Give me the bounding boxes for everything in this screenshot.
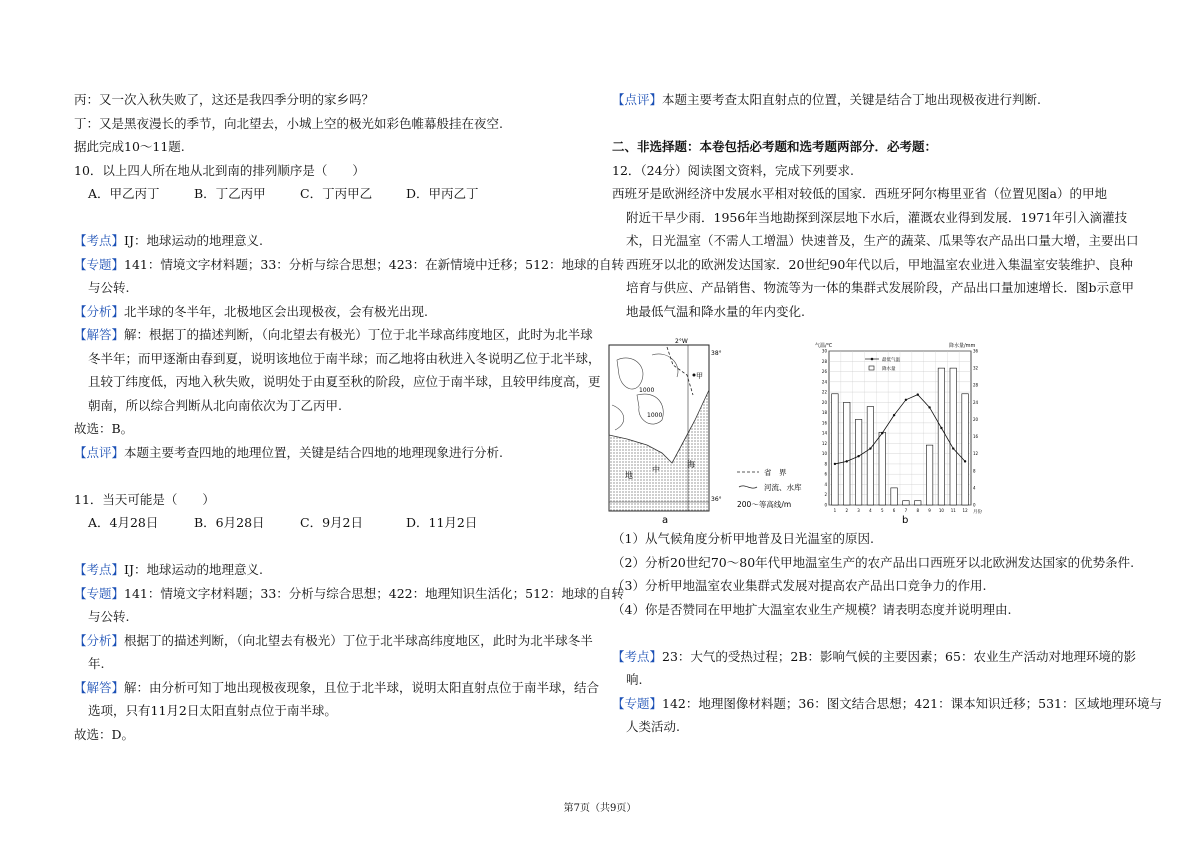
q11-fenxi: 【分析】根据丁的描述判断，（向北望去有极光）丁位于北半球高纬度地区，此时为北半球冬半	[74, 632, 593, 648]
contour-label: 1000	[639, 387, 655, 394]
min-temp-point	[857, 455, 859, 457]
temp-tick-label: 0	[824, 502, 827, 508]
sea-label: 海	[687, 460, 695, 469]
precip-bar	[891, 488, 898, 505]
min-temp-point	[905, 399, 907, 401]
q10-zhuanti-cont: 与公转.	[88, 280, 130, 295]
precip-tick-label: 36	[973, 348, 979, 354]
precip-bar	[843, 402, 850, 505]
precip-bar	[938, 368, 945, 505]
temp-tick-label: 6	[824, 471, 827, 477]
q11-zhuanti: 【专题】141：情境文字材料题；33：分析与综合思想；422：地理知识生活化；512：地球的自转	[74, 585, 624, 601]
option-c: C．丁丙甲乙	[300, 186, 373, 201]
option-b: B．6月28日	[194, 515, 265, 530]
q12-kaodian: 【考点】23：大气的受热过程；2B：影响气候的主要因素；65：农业生产活动对地理环境的影	[612, 648, 1136, 664]
precip-bar	[903, 501, 910, 505]
option-d: D．11月2日	[406, 515, 478, 530]
min-temp-point	[846, 460, 848, 462]
precip-bar	[950, 368, 957, 505]
q12-zhuanti: 【专题】142：地理图像材料题；36：图文结合思想；421：课本知识迁移；531：区域地理环境与	[612, 695, 1162, 711]
dialog-line-ding: 丁：又是黑夜漫长的季节，向北望去，小城上空的极光如彩色帷幕般挂在夜空.	[74, 115, 503, 131]
x-unit-label: 月份	[973, 510, 982, 515]
min-temp-point	[928, 406, 930, 408]
precip-bar	[914, 501, 921, 505]
month-tick-label: 3	[857, 508, 860, 513]
precip-bar	[855, 419, 862, 505]
temp-tick-label: 12	[821, 440, 827, 446]
q11-zhuanti-cont: 与公转.	[88, 609, 130, 624]
month-tick-label: 10	[938, 508, 944, 513]
temp-tick-label: 8	[824, 461, 827, 467]
q10-jieda-4: 朝南，所以综合判断从北向南依次为丁乙丙甲.	[88, 397, 342, 413]
month-tick-label: 12	[962, 508, 968, 513]
material-6: 地最低气温和降水量的年内变化.	[626, 303, 805, 319]
figure-a-label: a	[662, 515, 669, 525]
precip-bar	[962, 394, 969, 505]
min-temp-point	[940, 427, 942, 429]
longitude-label: 2°W	[675, 338, 688, 345]
month-tick-label: 11	[950, 508, 956, 513]
min-temp-point	[964, 460, 966, 462]
material-3: 术，日光温室（不需人工增温）快速普及，生产的蔬菜、瓜果等农产品出口量大增，主要出口	[626, 233, 1139, 248]
latitude-label: 36°	[711, 496, 722, 503]
figure-area	[607, 335, 987, 525]
option-b: B．丁乙丙甲	[194, 186, 266, 201]
option-a: A．甲乙丙丁	[88, 186, 160, 201]
option-d: D．甲丙乙丁	[406, 186, 479, 201]
temp-tick-label: 30	[821, 348, 827, 354]
section-heading: 二、非选择题：本卷包括必考题和选考题两部分．必考题：	[612, 139, 938, 154]
dialog-line-bing: 丙：又一次入秋失败了，这还是我四季分明的家乡吗？	[74, 92, 375, 107]
sea-label: 地	[625, 471, 633, 480]
temp-tick-label: 14	[821, 430, 827, 436]
figure-a-legend	[737, 467, 802, 509]
min-temp-point	[834, 463, 836, 465]
precip-tick-label: 12	[973, 451, 979, 457]
temp-tick-label: 4	[824, 481, 827, 487]
precip-tick-label: 20	[973, 416, 979, 422]
legend-text: 200～等高线/m	[737, 500, 792, 509]
min-temp-point	[869, 447, 871, 449]
precip-bar	[879, 432, 886, 505]
q11-kaodian: 【考点】IJ：地球运动的地理意义.	[74, 562, 263, 577]
q12-kaodian-cont: 响.	[626, 672, 643, 687]
y-label-left: 气温/℃	[815, 343, 833, 349]
min-temp-point	[881, 432, 883, 434]
legend-text: 河流、水库	[764, 483, 802, 492]
precip-tick-label: 24	[973, 399, 979, 405]
contour-label: 1000	[647, 412, 663, 419]
q10-dianping: 【点评】本题主要考查四地的地理位置，关键是结合四地的地理现象进行分析.	[74, 444, 503, 460]
q11-fenxi-cont: 年.	[88, 656, 105, 671]
y-label-right: 降水量/mm	[949, 343, 976, 349]
month-tick-label: 5	[880, 508, 884, 513]
question-12: 12．（24分）阅读图文资料，完成下列要求.	[612, 162, 855, 178]
precip-tick-label: 4	[973, 485, 976, 491]
q10-fenxi: 【分析】北半球的冬半年，北极地区会出现极夜，会有极光出现.	[74, 303, 428, 319]
legend-text: 省 界	[764, 468, 787, 477]
latitude-label: 38°	[711, 350, 722, 357]
min-temp-point	[893, 414, 895, 416]
q10-answer: 故选：B。	[74, 421, 134, 436]
month-tick-label: 2	[845, 508, 849, 513]
material-4: 西班牙以北的欧洲发达国家．20世纪90年代以后，甲地温室农业进入集温室安装维护、良种	[626, 256, 1133, 272]
legend-text: 降水量	[882, 367, 896, 372]
precip-bar	[832, 394, 839, 505]
instruction: 据此完成10～11题.	[74, 139, 185, 154]
q11-dianping: 【点评】本题主要考查太阳直射点的位置，关键是结合丁地出现极夜进行判断.	[612, 92, 1041, 107]
temp-tick-label: 10	[821, 451, 827, 457]
question-11-options	[74, 511, 594, 535]
temp-tick-label: 24	[821, 379, 827, 385]
legend-bar-symbol	[869, 366, 874, 370]
legend-river-symbol	[739, 486, 757, 488]
sub-question-1: （1）从气候角度分析甲地普及日光温室的原因.	[612, 531, 874, 546]
sea-label: 中	[652, 465, 660, 474]
question-10-options	[74, 182, 594, 206]
precip-bar	[926, 445, 933, 505]
sub-question-3: （3）分析甲地温室农业集群式发展对提高农产品出口竞争力的作用.	[612, 578, 987, 593]
material-5: 培育与供应、产品销售、物流等为一体的集群式发展阶段，产品出口量加速增长．图b示意甲	[626, 280, 1135, 295]
month-tick-label: 9	[928, 508, 931, 513]
legend-dot-symbol	[871, 358, 874, 361]
precip-tick-label: 8	[973, 468, 976, 474]
temp-tick-label: 28	[821, 358, 827, 364]
precip-tick-label: 16	[973, 434, 979, 440]
page-footer: 第7页（共9页）	[563, 803, 637, 814]
precip-tick-label: 32	[973, 365, 979, 371]
q12-zhuanti-cont: 人类活动.	[626, 719, 680, 734]
figure-a-map	[609, 338, 722, 525]
q11-answer: 故选：D。	[74, 726, 135, 742]
option-c: C．9月2日	[300, 515, 363, 530]
q11-jieda-2: 选项，只有11月2日太阳直射点位于南半球。	[88, 703, 337, 718]
place-label: 甲	[696, 372, 703, 380]
precip-tick-label: 28	[973, 382, 979, 388]
sub-question-4: （4）你是否赞同在甲地扩大温室农业生产规模？请表明态度并说明理由.	[612, 601, 1012, 617]
precip-bar	[867, 407, 874, 505]
min-temp-point	[917, 393, 919, 395]
q11-jieda: 【解答】解：由分析可知丁地出现极夜现象，且位于北半球，说明太阳直射点位于南半球，结合	[74, 679, 600, 695]
month-tick-label: 6	[892, 508, 896, 513]
q10-jieda: 【解答】解：根据丁的描述判断，（向北望去有极光）丁位于北半球高纬度地区，此时为北半球	[74, 327, 593, 342]
temp-tick-label: 22	[821, 389, 827, 395]
q10-zhuanti: 【专题】141：情境文字材料题；33：分析与综合思想；423：在新情境中迁移；512：地球的自转	[74, 256, 624, 272]
temp-tick-label: 20	[821, 399, 827, 405]
material-2: 附近干旱少雨．1956年当地勘探到深层地下水后，灌溉农业得到发展．1971年引入滴灌技	[626, 209, 1128, 225]
q10-jieda-2: 冬半年；而甲逐渐由春到夏，说明该地位于南半球；而乙地将由秋进入冬说明乙位于北半球，	[88, 350, 601, 366]
min-temp-point	[952, 447, 954, 449]
option-a: A．4月28日	[88, 515, 159, 530]
legend-text: 最低气温	[882, 358, 900, 363]
material-1: 西班牙是欧洲经济中发展水平相对较低的国家．西班牙阿尔梅里亚省（位置见图a）的甲地	[612, 186, 1107, 201]
question-10: 10．以上四人所在地从北到南的排列顺序是（ ）	[74, 162, 365, 178]
month-tick-label: 4	[869, 508, 872, 513]
month-tick-label: 8	[916, 508, 920, 513]
temp-tick-label: 18	[821, 410, 827, 416]
temp-tick-label: 2	[824, 492, 827, 498]
month-tick-label: 7	[904, 508, 908, 513]
figure-b-label: b	[902, 515, 909, 525]
precip-tick-label: 0	[973, 502, 976, 508]
left-column	[74, 88, 624, 746]
temp-tick-label: 26	[821, 369, 827, 375]
q10-jieda-3: 且较丁纬度低，丙地入秋失败，说明处于由夏至秋的阶段，应位于南半球，且较甲纬度高，更	[88, 374, 601, 389]
figure-b-chart	[815, 342, 982, 525]
temp-tick-label: 16	[821, 420, 827, 426]
sub-question-2: （2）分析20世纪70～80年代甲地温室生产的农产品出口西班牙以北欧洲发达国家的优势条件.	[612, 554, 1135, 570]
month-tick-label: 1	[833, 508, 837, 513]
q10-kaodian: 【考点】IJ：地球运动的地理意义.	[74, 233, 263, 248]
question-11: 11．当天可能是（ ）	[74, 491, 215, 507]
